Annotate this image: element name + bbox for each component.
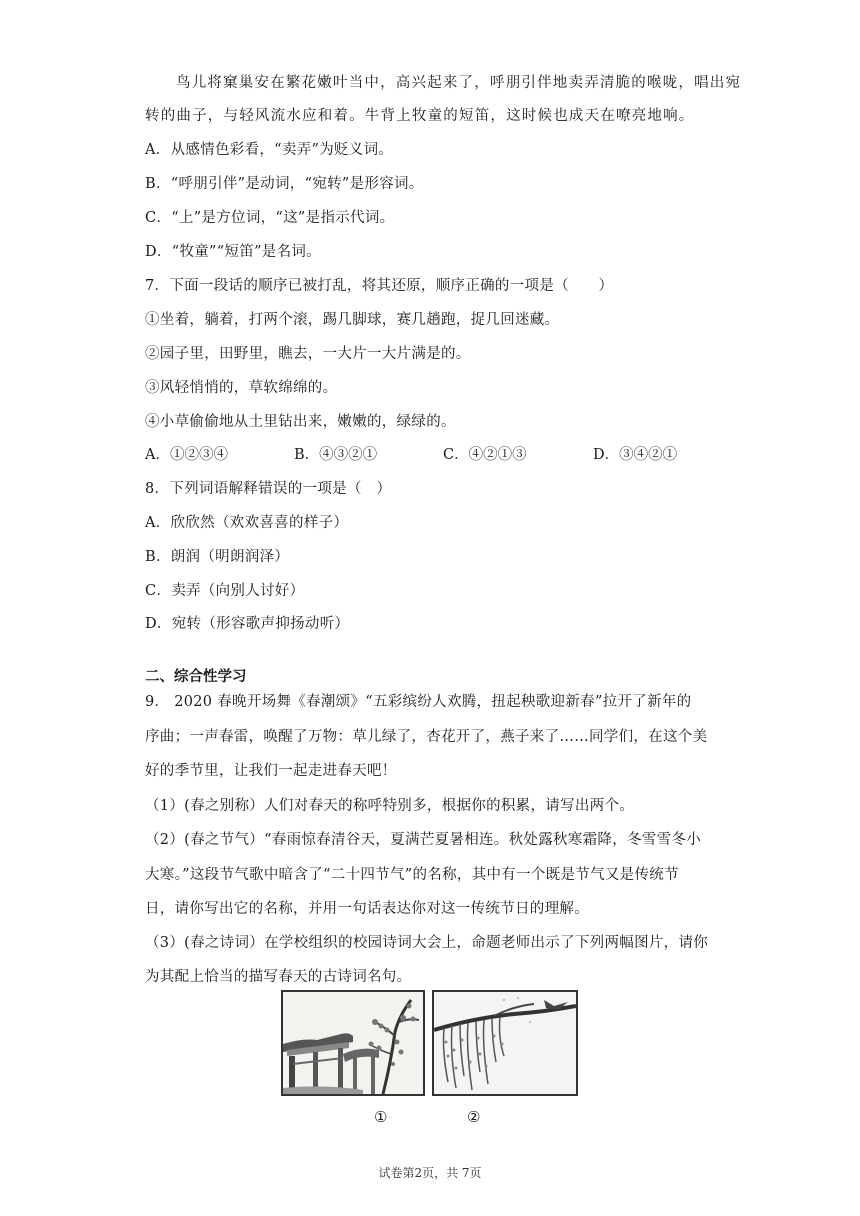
figure-label-2: ② <box>467 1108 481 1126</box>
q9-sub3: （3）(春之诗词）在学校组织的校园诗词大会上，命题老师出示了下列两幅图片，请你 <box>145 935 709 951</box>
q7-option-c: C．④②①③ <box>443 447 527 463</box>
q6-option-b: B．“呼朋引伴”是动词，“宛转”是形容词。 <box>145 176 424 192</box>
spring-picture-2 <box>432 990 578 1096</box>
q9-intro: 序曲；一声春雷，唤醒了万物：草儿绿了，杏花开了，燕子来了……同学们，在这个美 <box>145 729 708 745</box>
q8-option-a: A．欣欣然（欢欢喜喜的样子） <box>145 515 349 531</box>
q7-option-b: B．④③②① <box>294 447 378 463</box>
q6-option-c: C．“上”是方位词，“这”是指示代词。 <box>145 210 395 226</box>
q7-sentence-2: ②园子里，田野里，瞧去，一大片一大片满是的。 <box>145 346 471 362</box>
q6-option-a: A．从感情色彩看，“卖弄”为贬义词。 <box>145 142 394 158</box>
willow-illustration <box>434 992 576 1094</box>
pavilion-illustration <box>283 992 423 1094</box>
q9-sub2: （2）(春之节气）“春雨惊春清谷天，夏满芒夏暑相连。秋处露秋寒霜降，冬雪雪冬小 <box>145 832 701 848</box>
q6-option-d: D．“牧童”“短笛”是名词。 <box>145 244 321 260</box>
q8-stem: 8．下列词语解释错误的一项是（ ） <box>145 481 392 497</box>
q9-sub3: 为其配上恰当的描写春天的古诗词名句。 <box>145 969 412 985</box>
q7-option-a: A．①②③④ <box>145 447 228 463</box>
q9-sub2: 大寒。”这段节气歌中暗含了“二十四节气”的名称，其中有一个既是节气又是传统节 <box>145 867 679 883</box>
q8-option-c: C．卖弄（向别人讨好） <box>145 583 305 599</box>
q7-stem: 7．下面一段话的顺序已被打乱，将其还原，顺序正确的一项是（ ） <box>145 278 614 294</box>
q7-option-d: D．③④②① <box>593 447 678 463</box>
q7-sentence-3: ③风轻悄悄的，草软绵绵的。 <box>145 380 338 396</box>
q8-option-b: B．朗润（明朗润泽） <box>145 549 290 565</box>
spring-picture-1 <box>281 990 425 1096</box>
page-footer: 试卷第2页，共 7页 <box>378 1166 482 1180</box>
q7-sentence-4: ④小草偷偷地从土里钻出来，嫩嫩的，绿绿的。 <box>145 414 456 430</box>
section-title: 二、综合性学习 <box>145 669 247 685</box>
q9-sub1: （1）(春之别称）人们对春天的称呼特别多，根据你的积累，请写出两个。 <box>145 798 635 814</box>
figure-label-1: ① <box>374 1108 388 1126</box>
q7-sentence-1: ①坐着，躺着，打两个滚，踢几脚球，赛几趟跑，捉几回迷藏。 <box>145 312 560 328</box>
q9-intro: 9． 2020 春晚开场舞《春潮颂》“五彩缤纷人欢腾，扭起秧歌迎新春”拉开了新年的 <box>145 694 692 710</box>
passage-line: 转的曲子，与轻风流水应和着。牛背上牧童的短笛，这时候也成天在嘹亮地响。 <box>145 108 695 124</box>
q9-intro: 好的季节里，让我们一起走进春天吧！ <box>145 763 397 779</box>
q8-option-d: D．宛转（形容歌声抑扬动听） <box>145 616 350 632</box>
passage-line: 鸟儿将窠巢安在繁花嫩叶当中，高兴起来了，呼朋引伴地卖弄清脆的喉咙，唱出宛 <box>176 75 742 91</box>
q9-sub2: 日，请你写出它的名称，并用一句话表达你对这一传统节日的理解。 <box>145 901 589 917</box>
